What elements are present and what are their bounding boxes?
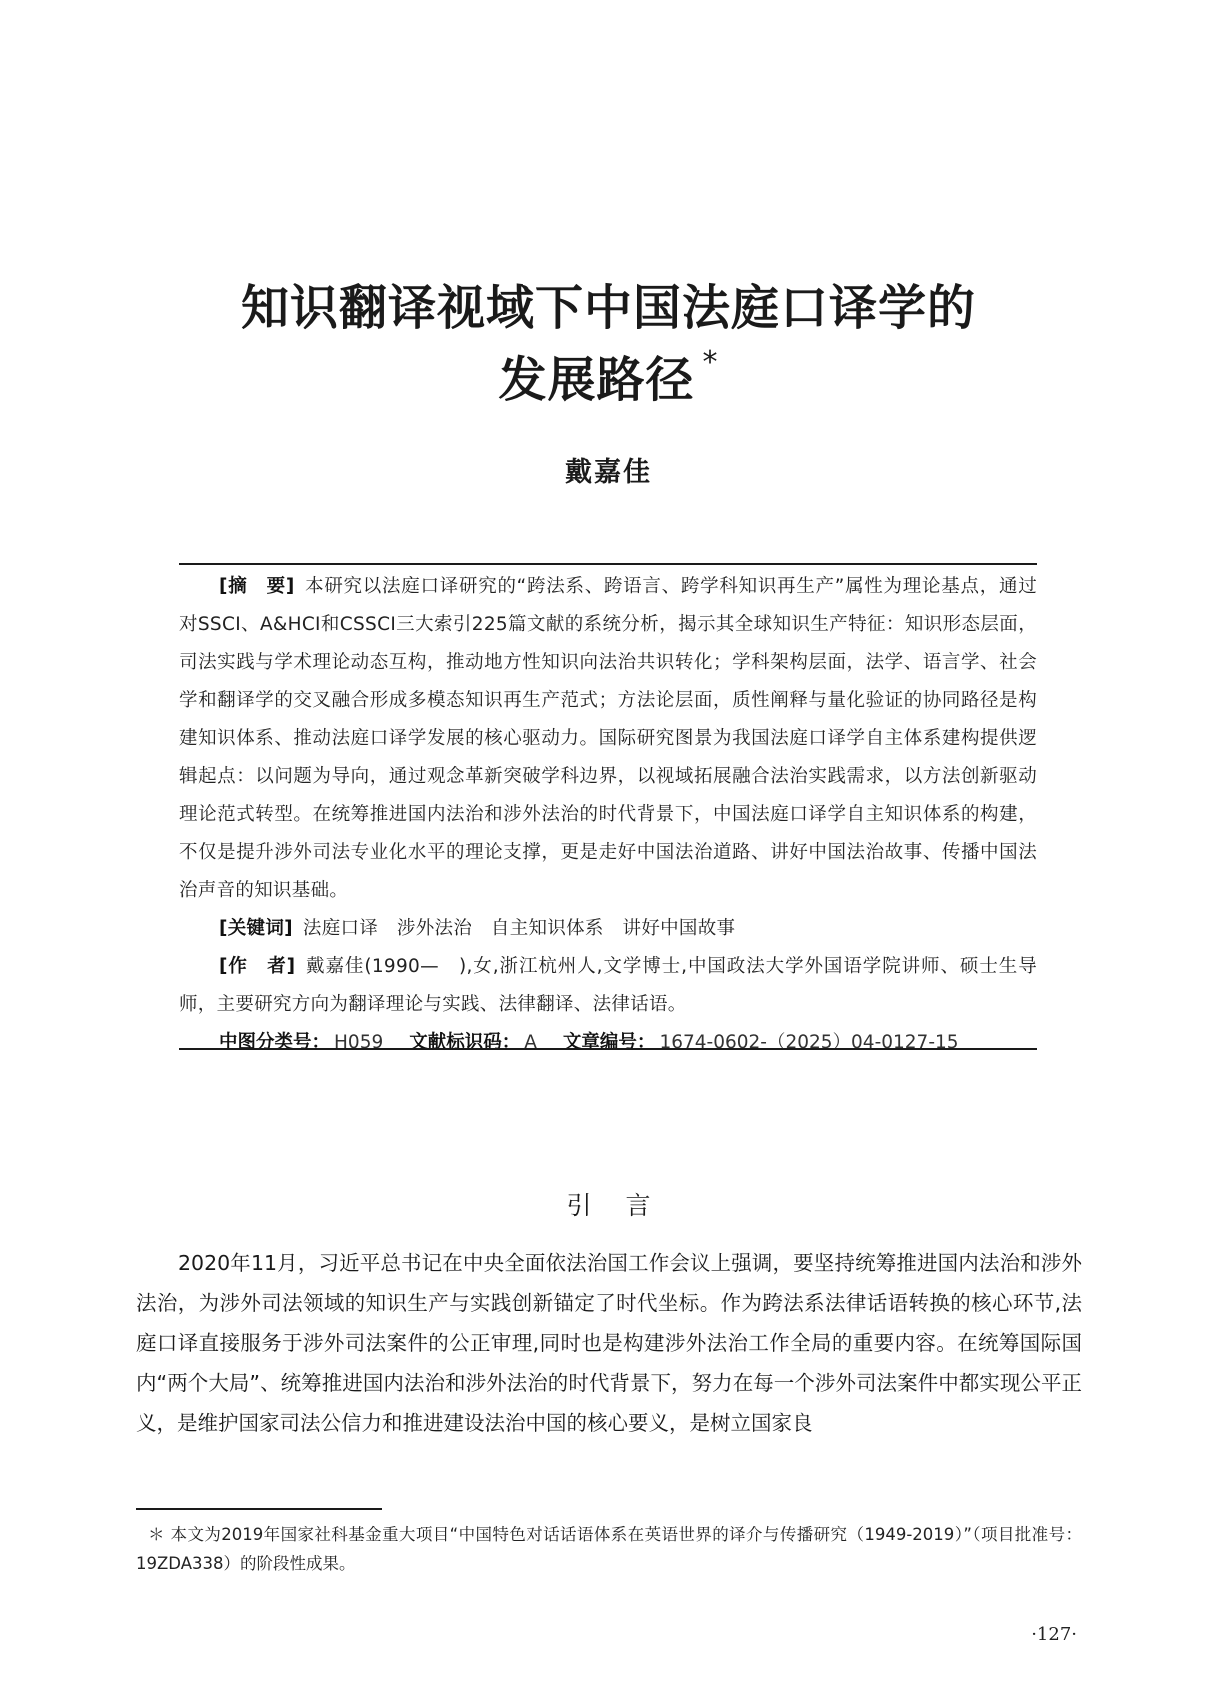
classification-line xyxy=(179,1024,1037,1062)
abstract-label: [摘 要] xyxy=(219,576,295,597)
abstract-top-rule xyxy=(179,563,1037,565)
author-info-text: 戴嘉佳(1990— ),女,浙江杭州人,文学博士,中国政法大学外国语学院讲师、硕士生导师，主要研究方向为翻译理论与实践、法律翻译、法律话语。 xyxy=(179,956,1037,1015)
clc-label: 中图分类号： xyxy=(219,1032,331,1053)
keywords xyxy=(179,910,1037,948)
abstract-block xyxy=(179,568,1037,1062)
clc-value: H059 xyxy=(334,1032,384,1053)
article-number-value: 1674-0602-（2025）04-0127-15 xyxy=(659,1032,959,1053)
page-number: ·127· xyxy=(1031,1624,1077,1645)
introduction-paragraph: 2020年11月，习近平总书记在中央全面依法治国工作会议上强调，要坚持统筹推进国内法治和涉外法治，为涉外司法领域的知识生产与实践创新锚定了时代坐标。作为跨法系法律话语转换的核心环节,法庭口译直接服务于涉外司法案件的公正审理,同时也是构建涉外法治工作全局的重要内容。在统筹国际国内“两个大局”、统筹推进国内法治和涉外法治的时代背景下，努力在每一个涉外司法案件中都实现公平正义，是维护国家司法公信力和推进建设法治中国的核心要义，是树立国家良 xyxy=(136,1251,1082,1435)
body-text xyxy=(136,1243,1082,1443)
doc-code-value: A xyxy=(524,1032,537,1053)
author-info-label: [作 者] xyxy=(219,956,296,977)
article-title-line-2 xyxy=(0,345,1217,408)
section-heading-introduction: 引言 xyxy=(566,1191,685,1220)
article-title-line-1: 知识翻译视域下中国法庭口译学的 xyxy=(240,280,976,336)
footnote xyxy=(136,1520,1082,1578)
abstract-bottom-rule xyxy=(179,1048,1037,1050)
article-number-label: 文章编号： xyxy=(562,1032,656,1053)
author-info xyxy=(179,948,1037,1024)
abstract-text: 本研究以法庭口译研究的“跨法系、跨语言、跨学科知识再生产”属性为理论基点，通过对SSCI、A&HCI和CSSCI三大索引225篇文献的系统分析，揭示其全球知识生产特征：知识形态层面，司法实践与学术理论动态互构，推动地方性知识向法治共识转化；学科架构层面，法学、语言学、社会学和翻译学的交叉融合形成多模态知识再生产范式；方法论层面，质性阐释与量化验证的协同路径是构建知识体系、推动法庭口译学发展的核心驱动力。国际研究图景为我国法庭口译学自主体系建构提供逻辑起点：以问题为导向，通过观念革新突破学科边界，以视域拓展融合法治实践需求，以方法创新驱动理论范式转型。在统筹推进国内法治和涉外法治的时代背景下，中国法庭口译学自主知识体系的构建，不仅是提升涉外司法专业化水平的理论支撑，更是走好中国法治道路、讲好中国法治故事、传播中国法治声音的知识基础。 xyxy=(179,576,1037,901)
title-footnote-marker[interactable]: * xyxy=(702,345,719,380)
doc-code-label: 文献标识码： xyxy=(409,1032,521,1053)
keywords-label: [关键词] xyxy=(219,918,293,939)
footnote-text: ＊ 本文为2019年国家社科基金重大项目“中国特色对话话语体系在英语世界的译介与传播研究（1949-2019）”（项目批准号：19ZDA338）的阶段性成果。 xyxy=(136,1525,1082,1573)
keywords-text: 法庭口译 涉外法治 自主知识体系 讲好中国故事 xyxy=(302,918,736,939)
article-title-text: 发展路径 xyxy=(498,352,695,408)
footnote-rule xyxy=(136,1508,382,1510)
author-name: 戴嘉佳 xyxy=(565,457,652,488)
abstract xyxy=(179,568,1037,910)
